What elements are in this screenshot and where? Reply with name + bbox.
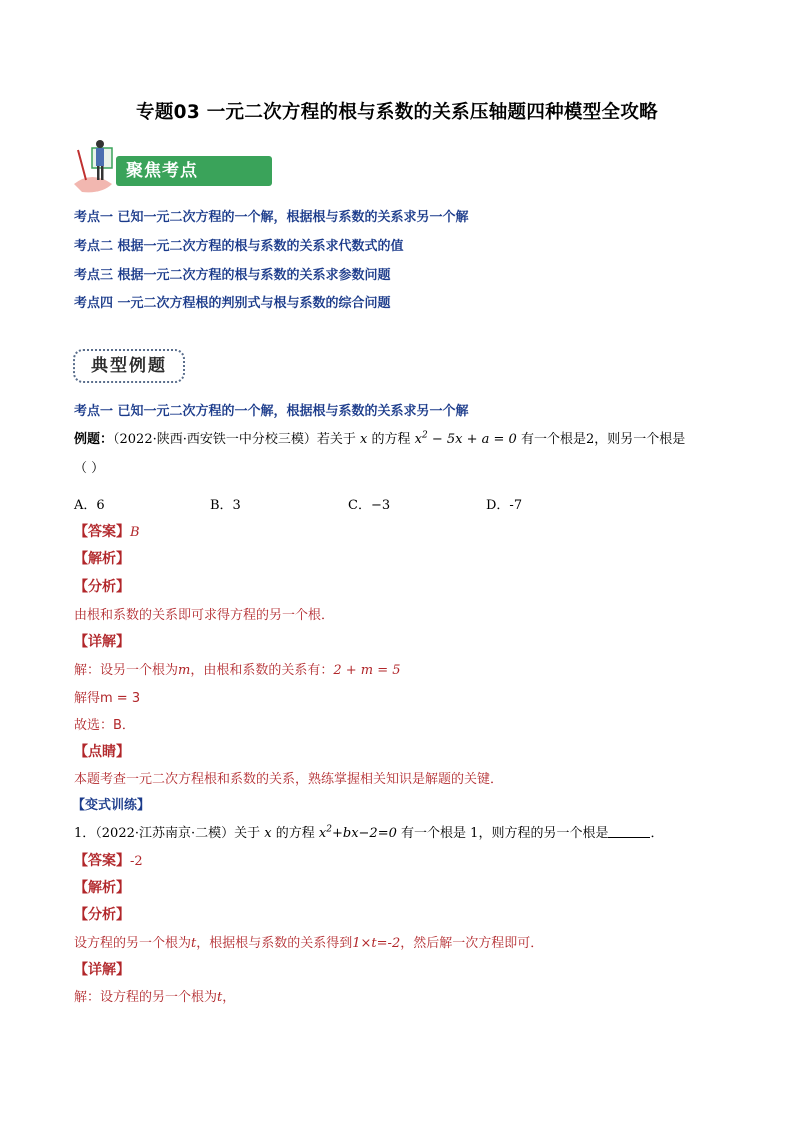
page-title: 专题03 一元二次方程的根与系数的关系压轴题四种模型全攻略	[136, 102, 658, 123]
example-equation: $x^2 - 5x + a = 0$	[414, 430, 517, 447]
variant-detail-line	[74, 986, 235, 1005]
toc-item[interactable]: 考点二 根据一元二次方程的根与系数的关系求代数式的值	[74, 239, 404, 254]
variant-q1-end: ．	[650, 826, 664, 841]
detail-text: ，由根和系数的关系有：	[190, 663, 334, 678]
answer-label: 【答案】	[74, 853, 130, 869]
example-label: 例题：	[74, 432, 114, 447]
variant-question-1	[74, 822, 663, 841]
variant-q1-text: 1．（2022·江苏南京·二模）关于	[74, 826, 261, 841]
fenxi-text: ，根据根与系数的关系得到	[196, 936, 353, 951]
example-section-label: 典型例题	[73, 349, 185, 383]
option-b[interactable]: B．3	[210, 498, 241, 513]
answer-value: -2	[130, 854, 143, 869]
detail-text: ，	[222, 990, 236, 1005]
fenxi-label: 【分析】	[74, 579, 130, 595]
variable-t: t	[217, 990, 223, 1005]
analysis-label: 【解析】	[74, 880, 130, 896]
variant-answer-row	[74, 850, 143, 870]
variable-x: x	[360, 432, 368, 447]
toc-item[interactable]: 考点一 已知一元二次方程的一个解，根据根与系数的关系求另一个解	[74, 210, 469, 225]
variant-label: 【变式训练】	[72, 798, 151, 813]
fenxi-text: 由根和系数的关系即可求得方程的另一个根．	[74, 608, 335, 623]
detail-line-1	[74, 659, 401, 678]
detail-line-3: 故选：B．	[74, 718, 135, 733]
fenxi-equation: 1×t=-2	[352, 936, 401, 951]
variant-equation: $x^2+bx-2=0$	[318, 824, 397, 841]
variant-q1-text: 有一个根是	[401, 826, 467, 841]
answer-row	[74, 521, 140, 541]
answer-label: 【答案】	[74, 524, 130, 540]
variant-fenxi-text	[74, 932, 543, 951]
toc-item[interactable]: 考点四 一元二次方程根的判别式与根与系数的综合问题	[74, 296, 391, 311]
detail-label: 【详解】	[74, 962, 130, 978]
option-c[interactable]: C．−3	[348, 498, 391, 513]
example-question	[74, 428, 685, 447]
comment-label: 【点睛】	[74, 744, 130, 760]
detail-equation: 2 + m = 5	[333, 663, 401, 678]
variant-q1-root: 1	[470, 826, 479, 841]
focus-banner-label: 聚焦考点	[116, 156, 272, 186]
comment-text: 本题考查一元二次方程根和系数的关系，熟练掌握相关知识是解题的关键．	[74, 772, 504, 787]
detail-text: 解：设另一个根为	[74, 663, 179, 678]
fenxi-label: 【分析】	[74, 907, 130, 923]
toc-item[interactable]: 考点三 根据一元二次方程的根与系数的关系求参数问题	[74, 268, 391, 283]
section1-heading: 考点一 已知一元二次方程的一个解，根据根与系数的关系求另一个解	[74, 404, 469, 419]
answer-value: B	[130, 525, 140, 540]
fenxi-text: 设方程的另一个根为	[74, 936, 192, 951]
example-text-mid: 的方程	[371, 432, 411, 447]
fenxi-text: ，然后解一次方程即可．	[400, 936, 544, 951]
detail-text: 解：设方程的另一个根为	[74, 990, 218, 1005]
variant-q1-text: 的方程	[275, 826, 315, 841]
answer-blank[interactable]	[608, 825, 650, 838]
example-source: （2022·陕西·西安铁一中分校三模）若关于	[113, 432, 356, 447]
answer-paren: （ ）	[74, 461, 105, 476]
variable-x: x	[264, 826, 272, 841]
example-text-end: 有一个根是2，则另一个根是	[520, 432, 686, 447]
analysis-label: 【解析】	[74, 551, 130, 567]
variant-q1-text: ，则方程的另一个根是	[478, 826, 609, 841]
detail-var-m: m	[178, 663, 191, 678]
detail-label: 【详解】	[74, 634, 130, 650]
detail-line-2: 解得m = 3	[74, 691, 141, 706]
variable-t: t	[191, 936, 197, 951]
option-a[interactable]: A．6	[74, 498, 105, 513]
option-d[interactable]: D．-7	[486, 498, 523, 513]
